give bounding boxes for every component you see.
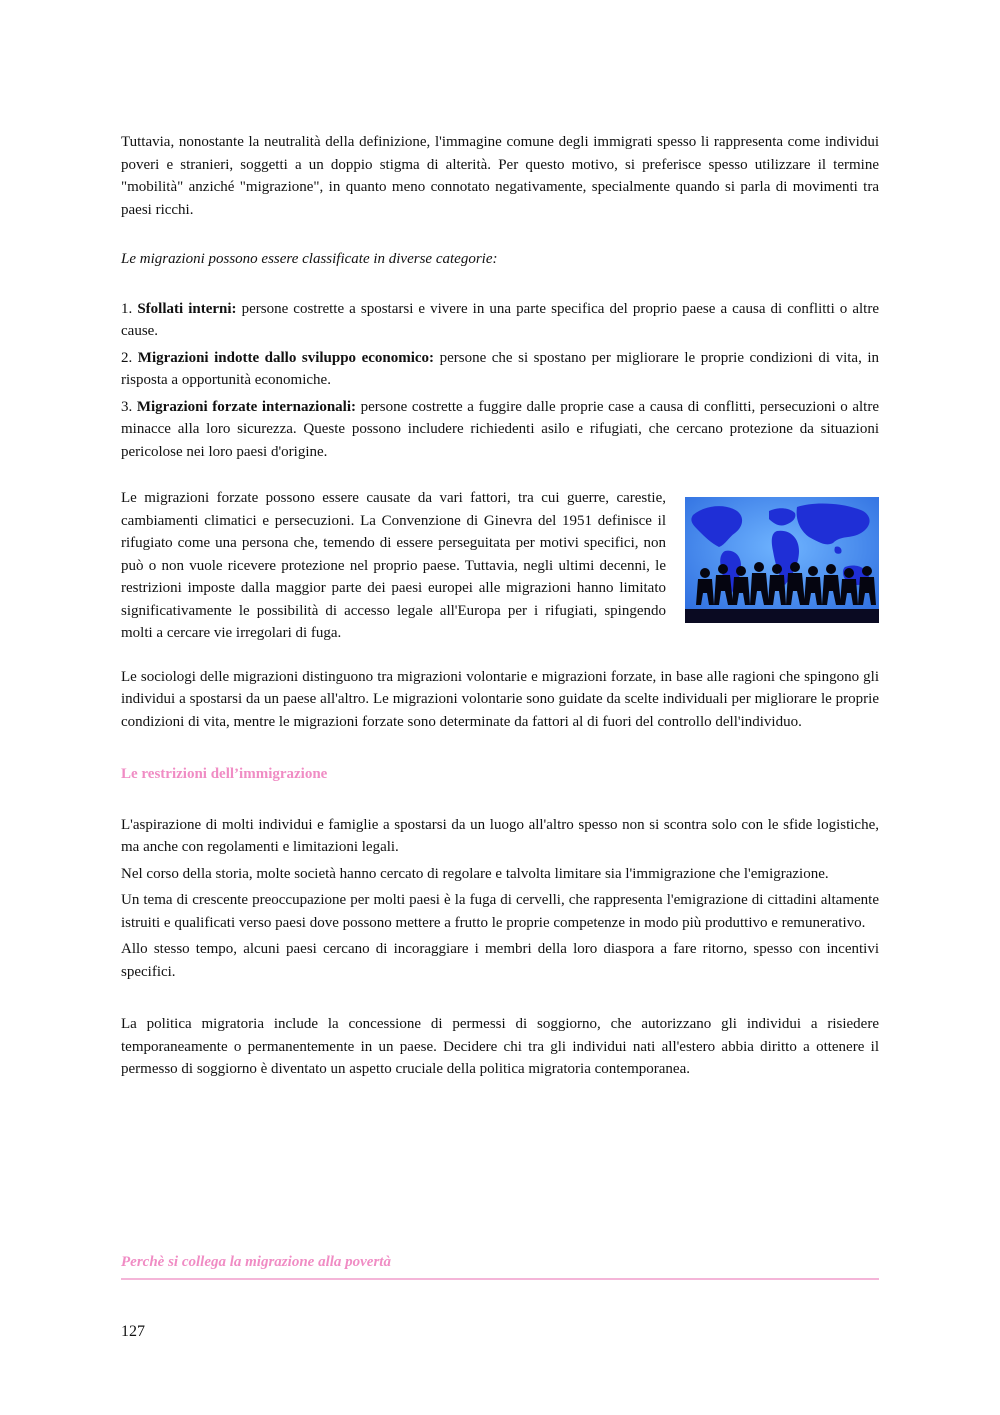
- categories-list: [121, 298, 879, 464]
- intro-paragraph: Tuttavia, nonostante la neutralità della definizione, l'immagine comune degli immigrati spesso li rappresenta come individui poveri e stranieri, soggetti a un doppio stigma di alterità. Per questo motivo, si preferisce spesso utilizzare il termine "mobilità" anziché "migrazione", in quanto meno connotato negativamente, specialmente quando si parla di movimenti tra paesi ricchi.: [121, 134, 879, 218]
- list-item-text: persone costrette a spostarsi e vivere in una parte specifica del proprio paese a causa di conflitti o altre cause.: [121, 300, 880, 339]
- sociologists-paragraph: Le sociologi delle migrazioni distinguono tra migrazioni volontarie e migrazioni forzate, in base alle ragioni che spingono gli individui a spostarsi da un paese all'altro. Le migrazioni volontarie sono guidate da scelte individuali per migliorare le proprie condizioni di vita, mentre le migrazioni forzate sono determinate da fattori al di fuori del controllo dell'individuo.: [121, 668, 879, 730]
- policy-paragraph: La politica migratoria include la concessione di permessi di soggiorno, che autorizzano gli individui a risiedere temporaneamente o permanentemente in un paese. Decidere chi tra gli individui nati all'estero abbia diritto a ottenere il permesso di soggiorno è diventato un aspetto cruciale della politica migratoria contemporanea.: [121, 1016, 879, 1077]
- world-map-migrants-image: [685, 497, 879, 623]
- list-item: [121, 298, 879, 343]
- world-map-migrants-icon: [685, 497, 879, 623]
- list-item: [121, 347, 879, 392]
- page-body: [121, 131, 879, 1081]
- categories-intro: Le migrazioni possono essere classificate in diverse categorie:: [121, 251, 498, 267]
- section-heading-poverty: Perchè si collega la migrazione alla povertà: [121, 1252, 879, 1280]
- list-item-term: Migrazioni forzate internazionali:: [136, 398, 357, 415]
- page-number: 127: [121, 1323, 145, 1340]
- history-paragraph: Nel corso della storia, molte società hanno cercato di regolare e talvolta limitare sia l'immigrazione che l'emigrazione.: [121, 865, 829, 882]
- restrictions-heading: Le restrizioni dell’immigrazione: [121, 766, 328, 782]
- list-item-text: persone che si spostano per migliorare le proprie condizioni di vita, in risposta a opportunità economiche.: [121, 349, 880, 388]
- list-item-number: 1.: [121, 300, 133, 317]
- forced-migration-paragraph: Le migrazioni forzate possono essere causate da vari fattori, tra cui guerre, carestie, cambiamenti climatici e persecuzioni. La Convenzione di Ginevra del 1951 definisce il rifugiato come una persona che, temendo di essere perseguitata per motivi specifici, non può o non vuole ricevere protezione nel proprio paese. Tuttavia, negli ultimi decenni, le restrizioni imposte dalla maggior parte dei paesi europei alle migrazioni hanno limitato significativamente le possibilità di accesso legale all'Europa per i rifugiati, spingendo molti a cercare vie irregolari di fuga.: [121, 490, 666, 641]
- brain-drain-paragraph: Un tema di crescente preoccupazione per molti paesi è la fuga di cervelli, che rappresenta l'emigrazione di cittadini altamente istruiti e qualificati verso paesi dove possono mettere a frutto le proprie competenze in modo più produttivo e remunerativo.: [121, 892, 879, 931]
- list-item-term: Sfollati interni:: [137, 300, 237, 317]
- forced-migration-block: [121, 487, 879, 645]
- diaspora-paragraph: Allo stesso tempo, alcuni paesi cercano di incoraggiare i membri della loro diaspora a fare ritorno, spesso con incentivi specifici.: [121, 941, 879, 980]
- list-item-text: persone costrette a fuggire dalle proprie case a causa di conflitti, persecuzioni o altre minacce alla loro sicurezza. Queste possono includere richiedenti asilo e rifugiati, che cercano protezione da situazioni pericolose nei loro paesi d'origine.: [121, 398, 880, 460]
- list-item-number: 2.: [121, 349, 133, 366]
- list-item-number: 3.: [121, 398, 133, 415]
- list-item: [121, 396, 879, 464]
- list-item-term: Migrazioni indotte dallo sviluppo economico:: [137, 349, 435, 366]
- aspiration-paragraph: L'aspirazione di molti individui e famiglie a spostarsi da un luogo all'altro spesso non si scontra solo con le sfide logistiche, ma anche con regolamenti e limitazioni legali.: [121, 816, 879, 855]
